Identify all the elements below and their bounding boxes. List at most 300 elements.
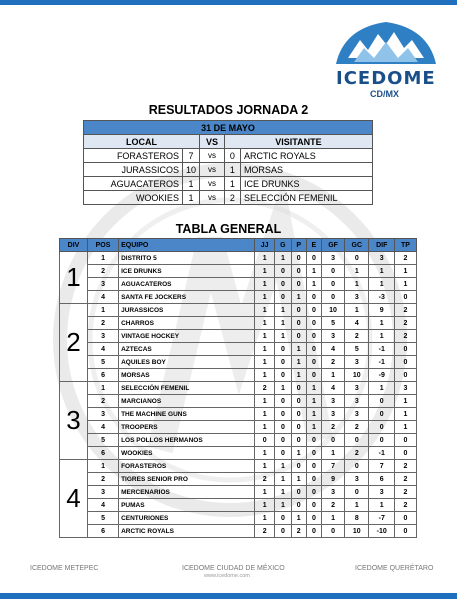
stat-cell: 1	[255, 395, 275, 408]
standings-row	[60, 343, 417, 356]
result-visitor-team: SELECCIÓN FEMENIL	[240, 191, 372, 205]
stat-cell: 0	[321, 265, 344, 278]
standings-row	[60, 499, 417, 512]
standings-row	[60, 473, 417, 486]
division-number: 2	[60, 304, 88, 382]
standings-row	[60, 356, 417, 369]
stat-cell: 1	[275, 252, 291, 265]
stat-cell: 1	[291, 343, 306, 356]
stat-cell: 0	[321, 525, 344, 538]
result-visitor-score: 1	[224, 163, 240, 177]
stat-cell: 2	[395, 473, 417, 486]
stat-cell: 2	[255, 525, 275, 538]
footer-left: ICEDOME METEPEC	[30, 565, 99, 572]
stat-cell: -10	[369, 525, 395, 538]
stat-cell: 3	[88, 408, 119, 421]
stat-cell: 3	[345, 291, 369, 304]
stat-cell: 0	[306, 317, 321, 330]
standings-row	[60, 252, 417, 265]
stat-cell: 2	[395, 252, 417, 265]
results-table	[83, 120, 373, 205]
standings-header-cell: TP	[395, 239, 417, 252]
result-local-team: FORASTEROS	[84, 149, 183, 163]
team-name: MERCENARIOS	[119, 486, 255, 499]
stat-cell: 3	[395, 382, 417, 395]
standings-row	[60, 265, 417, 278]
stat-cell: 0	[291, 486, 306, 499]
team-name: MARCIANOS	[119, 395, 255, 408]
stat-cell: 1	[255, 356, 275, 369]
footer-right: ICEDOME QUERÉTARO	[355, 565, 434, 572]
stat-cell: 0	[306, 512, 321, 525]
stat-cell: 2	[395, 460, 417, 473]
stat-cell: 0	[395, 356, 417, 369]
stat-cell: 0	[321, 278, 344, 291]
stat-cell: 0	[395, 447, 417, 460]
stat-cell: 0	[306, 486, 321, 499]
stat-cell: 0	[275, 447, 291, 460]
stat-cell: 1	[275, 317, 291, 330]
stat-cell: 2	[345, 447, 369, 460]
stat-cell: 4	[88, 421, 119, 434]
logo-wordmark: ICEDOME	[336, 68, 436, 89]
footer-center: ICEDOME CIUDAD DE MÉXICO	[182, 565, 285, 572]
stat-cell: 5	[88, 356, 119, 369]
result-local-score: 10	[182, 163, 199, 177]
stat-cell: 1	[345, 278, 369, 291]
stat-cell: 1	[395, 395, 417, 408]
standings-header-cell: JJ	[255, 239, 275, 252]
stat-cell: 6	[88, 369, 119, 382]
stat-cell: -1	[369, 447, 395, 460]
result-local-team: AGUACATEROS	[84, 177, 183, 191]
division-number: 1	[60, 252, 88, 304]
result-row	[84, 177, 373, 191]
stat-cell: 10	[345, 369, 369, 382]
stat-cell: 1	[369, 330, 395, 343]
stat-cell: 0	[291, 395, 306, 408]
standings-header-cell: POS	[88, 239, 119, 252]
result-visitor-score: 0	[224, 149, 240, 163]
stat-cell: 0	[395, 525, 417, 538]
team-name: LOS POLLOS HERMANOS	[119, 434, 255, 447]
standings-row	[60, 408, 417, 421]
stat-cell: 3	[321, 486, 344, 499]
stat-cell: 0	[275, 369, 291, 382]
standings-header-cell: DIF	[369, 239, 395, 252]
stat-cell: 4	[321, 382, 344, 395]
result-visitor-team: MORSAS	[240, 163, 372, 177]
stat-cell: 1	[255, 343, 275, 356]
stat-cell: 1	[345, 265, 369, 278]
stat-cell: 1	[395, 421, 417, 434]
standings-row	[60, 291, 417, 304]
stat-cell: 0	[306, 499, 321, 512]
stat-cell: 1	[255, 369, 275, 382]
stat-cell: 4	[321, 343, 344, 356]
stat-cell: 0	[291, 278, 306, 291]
stat-cell: 3	[345, 356, 369, 369]
stat-cell: 1	[291, 291, 306, 304]
stat-cell: 1	[395, 408, 417, 421]
stat-cell: 1	[255, 499, 275, 512]
team-name: PUMAS	[119, 499, 255, 512]
stat-cell: 3	[321, 408, 344, 421]
stat-cell: 1	[369, 382, 395, 395]
results-header-vs: VS	[199, 135, 224, 149]
stat-cell: 1	[395, 265, 417, 278]
stat-cell: 2	[321, 499, 344, 512]
stat-cell: 0	[369, 421, 395, 434]
result-local-score: 7	[182, 149, 199, 163]
stat-cell: 1	[306, 278, 321, 291]
team-name: DISTRITO 5	[119, 252, 255, 265]
standings-header-cell: GC	[345, 239, 369, 252]
stat-cell: 8	[345, 512, 369, 525]
bottom-accent-bar	[0, 593, 457, 599]
stat-cell: 1	[255, 460, 275, 473]
footer-center-sub: www.icedome.com	[204, 573, 250, 579]
stat-cell: 1	[369, 278, 395, 291]
stat-cell: 9	[321, 473, 344, 486]
result-vs: vs	[199, 163, 224, 177]
stat-cell: 0	[291, 408, 306, 421]
stat-cell: 4	[345, 317, 369, 330]
standings-header-cell: GF	[321, 239, 344, 252]
stat-cell: 0	[291, 304, 306, 317]
stat-cell: 5	[321, 317, 344, 330]
team-name: AQUILES BOY	[119, 356, 255, 369]
team-name: SANTA FE JOCKERS	[119, 291, 255, 304]
results-header-visitor: VISITANTE	[224, 135, 372, 149]
stat-cell: 2	[345, 330, 369, 343]
standings-row	[60, 317, 417, 330]
stat-cell: -1	[369, 356, 395, 369]
team-name: VINTAGE HOCKEY	[119, 330, 255, 343]
standings-row	[60, 434, 417, 447]
standings-header-cell: EQUIPO	[119, 239, 255, 252]
stat-cell: 0	[345, 434, 369, 447]
standings-header-cell: E	[306, 239, 321, 252]
stat-cell: 3	[88, 278, 119, 291]
team-name: CENTURIONES	[119, 512, 255, 525]
stat-cell: 2	[321, 421, 344, 434]
stat-cell: 7	[369, 460, 395, 473]
stat-cell: -7	[369, 512, 395, 525]
stat-cell: 0	[395, 434, 417, 447]
result-local-team: JURASSICOS	[84, 163, 183, 177]
team-name: FORASTEROS	[119, 460, 255, 473]
stat-cell: 0	[369, 395, 395, 408]
stat-cell: 3	[321, 330, 344, 343]
stat-cell: 0	[275, 291, 291, 304]
standings-title: TABLA GENERAL	[175, 222, 282, 236]
stat-cell: 1	[291, 512, 306, 525]
standings-row	[60, 421, 417, 434]
stat-cell: 0	[275, 278, 291, 291]
stat-cell: 1	[88, 252, 119, 265]
stat-cell: 3	[345, 382, 369, 395]
stat-cell: 0	[275, 265, 291, 278]
stat-cell: 0	[306, 473, 321, 486]
stat-cell: 1	[255, 317, 275, 330]
standings-header-cell: P	[291, 239, 306, 252]
team-name: TIGRES SENIOR PRO	[119, 473, 255, 486]
stat-cell: 3	[345, 408, 369, 421]
top-accent-bar	[0, 0, 457, 5]
stat-cell: 1	[255, 265, 275, 278]
stat-cell: 1	[306, 395, 321, 408]
stat-cell: 0	[291, 252, 306, 265]
stat-cell: 1	[255, 330, 275, 343]
stat-cell: 1	[395, 278, 417, 291]
result-visitor-team: ICE DRUNKS	[240, 177, 372, 191]
team-name: SELECCIÓN FEMENIL	[119, 382, 255, 395]
result-row	[84, 149, 373, 163]
result-vs: vs	[199, 149, 224, 163]
stat-cell: 0	[306, 434, 321, 447]
stat-cell: 1	[345, 499, 369, 512]
result-local-team: WOOKIES	[84, 191, 183, 205]
stat-cell: 3	[88, 486, 119, 499]
division-number: 4	[60, 460, 88, 538]
stat-cell: 1	[321, 369, 344, 382]
stat-cell: 1	[321, 447, 344, 460]
stat-cell: 1	[306, 408, 321, 421]
stat-cell: 6	[88, 447, 119, 460]
team-name: TROOPERS	[119, 421, 255, 434]
standings-row	[60, 460, 417, 473]
stat-cell: 1	[255, 447, 275, 460]
icedome-mountain-icon	[334, 18, 438, 66]
stat-cell: -3	[369, 291, 395, 304]
stat-cell: 1	[369, 317, 395, 330]
stat-cell: 5	[88, 434, 119, 447]
stat-cell: 1	[275, 499, 291, 512]
stat-cell: 0	[345, 486, 369, 499]
stat-cell: 3	[321, 252, 344, 265]
stat-cell: 3	[345, 395, 369, 408]
stat-cell: 0	[275, 525, 291, 538]
stat-cell: 0	[275, 512, 291, 525]
stat-cell: 1	[275, 486, 291, 499]
standings-row	[60, 447, 417, 460]
stat-cell: 2	[291, 525, 306, 538]
stat-cell: 2	[255, 473, 275, 486]
stat-cell: 2	[88, 317, 119, 330]
result-vs: vs	[199, 177, 224, 191]
team-name: ARCTIC ROYALS	[119, 525, 255, 538]
stat-cell: 1	[255, 421, 275, 434]
stat-cell: 6	[88, 525, 119, 538]
stat-cell: 0	[395, 291, 417, 304]
stat-cell: 0	[275, 356, 291, 369]
stat-cell: 1	[255, 408, 275, 421]
stat-cell: -1	[369, 343, 395, 356]
team-name: ICE DRUNKS	[119, 265, 255, 278]
stat-cell: 1	[275, 330, 291, 343]
result-vs: vs	[199, 191, 224, 205]
stat-cell: 2	[88, 473, 119, 486]
stat-cell: 5	[88, 512, 119, 525]
stat-cell: 1	[369, 499, 395, 512]
stat-cell: 1	[275, 460, 291, 473]
stat-cell: 1	[321, 512, 344, 525]
stat-cell: 1	[275, 382, 291, 395]
stat-cell: 2	[345, 421, 369, 434]
logo-subtitle: CD/MX	[370, 89, 399, 99]
stat-cell: 1	[255, 252, 275, 265]
result-local-score: 1	[182, 177, 199, 191]
stat-cell: 0	[306, 525, 321, 538]
stat-cell: 3	[88, 330, 119, 343]
stat-cell: 1	[255, 512, 275, 525]
stat-cell: 0	[369, 434, 395, 447]
stat-cell: 4	[88, 291, 119, 304]
stat-cell: 0	[306, 460, 321, 473]
stat-cell: 1	[88, 382, 119, 395]
team-name: WOOKIES	[119, 447, 255, 460]
stat-cell: 0	[275, 408, 291, 421]
stat-cell: 0	[345, 252, 369, 265]
result-visitor-team: ARCTIC ROYALS	[240, 149, 372, 163]
stat-cell: 2	[88, 265, 119, 278]
stat-cell: 2	[321, 356, 344, 369]
team-name: CHARROS	[119, 317, 255, 330]
stat-cell: 1	[306, 382, 321, 395]
stat-cell: 3	[345, 473, 369, 486]
stat-cell: 0	[275, 421, 291, 434]
stat-cell: 1	[275, 473, 291, 486]
stat-cell: 0	[395, 343, 417, 356]
stat-cell: 0	[275, 434, 291, 447]
stat-cell: 0	[306, 330, 321, 343]
stat-cell: 0	[291, 421, 306, 434]
stat-cell: 1	[369, 265, 395, 278]
standings-row	[60, 382, 417, 395]
stat-cell: 4	[88, 343, 119, 356]
results-header-local: LOCAL	[84, 135, 200, 149]
stat-cell: 2	[395, 486, 417, 499]
stat-cell: 0	[306, 447, 321, 460]
team-name: THE MACHINE GUNS	[119, 408, 255, 421]
result-row	[84, 163, 373, 177]
icedome-logo	[326, 18, 446, 102]
stat-cell: 0	[291, 382, 306, 395]
standings-header-cell: G	[275, 239, 291, 252]
stat-cell: 0	[291, 330, 306, 343]
stat-cell: 0	[321, 434, 344, 447]
stat-cell: 4	[88, 499, 119, 512]
stat-cell: 7	[321, 460, 344, 473]
stat-cell: -9	[369, 369, 395, 382]
stat-cell: 1	[255, 486, 275, 499]
stat-cell: 3	[369, 486, 395, 499]
team-name: MORSAS	[119, 369, 255, 382]
standings-row	[60, 369, 417, 382]
result-row	[84, 191, 373, 205]
stat-cell: 1	[291, 369, 306, 382]
result-visitor-score: 1	[224, 177, 240, 191]
stat-cell: 0	[291, 265, 306, 278]
stat-cell: 0	[255, 434, 275, 447]
stat-cell: 0	[291, 460, 306, 473]
stat-cell: 1	[255, 291, 275, 304]
stat-cell: 1	[255, 304, 275, 317]
standings-row	[60, 512, 417, 525]
stat-cell: 6	[369, 473, 395, 486]
stat-cell: 0	[275, 343, 291, 356]
results-date: 31 DE MAYO	[84, 121, 373, 135]
stat-cell: 0	[395, 369, 417, 382]
stat-cell: 0	[291, 317, 306, 330]
stat-cell: 0	[291, 499, 306, 512]
stat-cell: 0	[306, 369, 321, 382]
stat-cell: 0	[395, 512, 417, 525]
results-title: RESULTADOS JORNADA 2	[148, 103, 309, 117]
result-local-score: 1	[182, 191, 199, 205]
stat-cell: 2	[395, 304, 417, 317]
stat-cell: 9	[369, 304, 395, 317]
stat-cell: 0	[306, 343, 321, 356]
stat-cell: 10	[345, 525, 369, 538]
stat-cell: 2	[395, 499, 417, 512]
stat-cell: 0	[306, 252, 321, 265]
standings-row	[60, 330, 417, 343]
stat-cell: 1	[306, 265, 321, 278]
standings-table	[59, 238, 417, 538]
stat-cell: 0	[369, 408, 395, 421]
stat-cell: 0	[291, 434, 306, 447]
stat-cell: 2	[395, 330, 417, 343]
stat-cell: 1	[275, 304, 291, 317]
stat-cell: 1	[306, 421, 321, 434]
division-number: 3	[60, 382, 88, 460]
stat-cell: 1	[88, 304, 119, 317]
stat-cell: 1	[291, 473, 306, 486]
stat-cell: 2	[395, 317, 417, 330]
stat-cell: 0	[306, 291, 321, 304]
standings-row	[60, 395, 417, 408]
stat-cell: 0	[306, 304, 321, 317]
stat-cell: 10	[321, 304, 344, 317]
stat-cell: 0	[306, 356, 321, 369]
results-header-row	[84, 135, 373, 149]
standings-row	[60, 525, 417, 538]
standings-row	[60, 486, 417, 499]
standings-header-row	[60, 239, 417, 252]
stat-cell: 0	[321, 291, 344, 304]
stat-cell: 0	[345, 460, 369, 473]
team-name: AZTECAS	[119, 343, 255, 356]
stat-cell: 1	[255, 278, 275, 291]
team-name: AGUACATEROS	[119, 278, 255, 291]
stat-cell: 1	[291, 447, 306, 460]
stat-cell: 2	[88, 395, 119, 408]
stat-cell: 1	[88, 460, 119, 473]
stat-cell: 0	[275, 395, 291, 408]
team-name: JURASSICOS	[119, 304, 255, 317]
stat-cell: 1	[291, 356, 306, 369]
stat-cell: 3	[369, 252, 395, 265]
standings-row	[60, 304, 417, 317]
standings-header-cell: DIV	[60, 239, 88, 252]
stat-cell: 3	[321, 395, 344, 408]
stat-cell: 1	[345, 304, 369, 317]
result-visitor-score: 2	[224, 191, 240, 205]
stat-cell: 5	[345, 343, 369, 356]
standings-row	[60, 278, 417, 291]
